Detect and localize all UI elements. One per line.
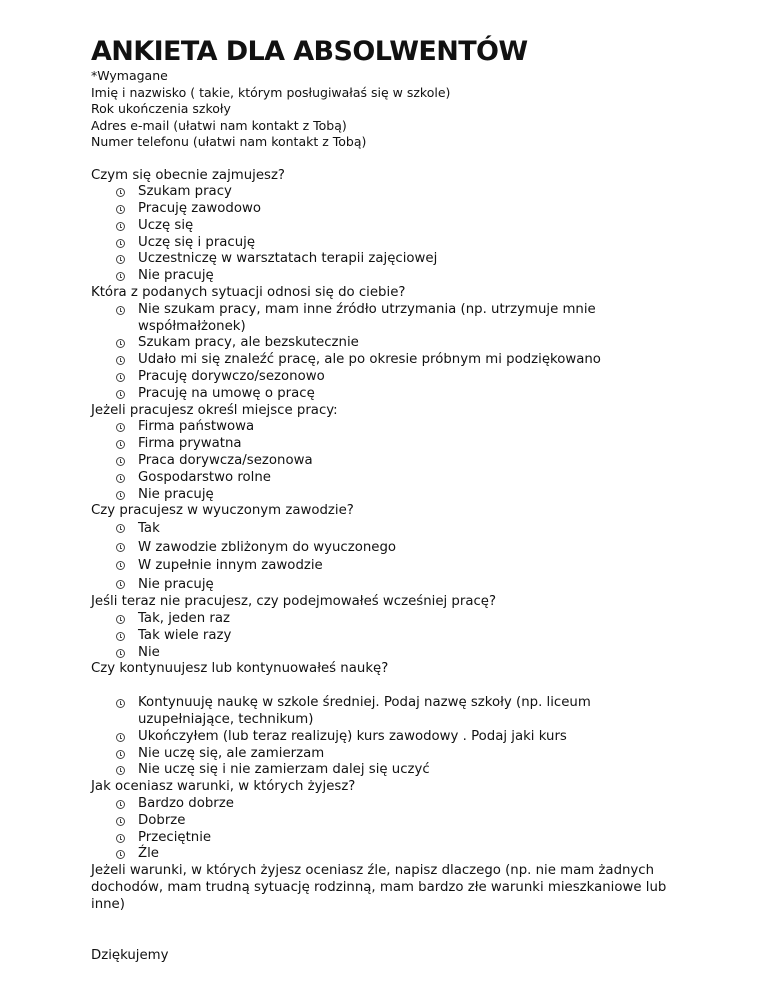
- option-label: Przeciętnie: [138, 829, 212, 845]
- radio-icon[interactable]: [116, 649, 125, 658]
- option-radio[interactable]: [91, 419, 691, 436]
- option-radio[interactable]: [91, 746, 691, 763]
- option-radio[interactable]: [91, 611, 691, 628]
- option-radio[interactable]: [91, 762, 691, 779]
- option-label: Gospodarstwo rolne: [138, 469, 271, 485]
- option-radio[interactable]: [91, 576, 691, 595]
- option-radio[interactable]: [91, 539, 691, 558]
- radio-icon[interactable]: [116, 817, 125, 826]
- radio-icon[interactable]: [116, 205, 125, 214]
- option-radio[interactable]: [91, 796, 691, 813]
- survey-page: [91, 36, 691, 963]
- radio-icon[interactable]: [116, 339, 125, 348]
- option-label: W zawodzie zbliżonym do wyuczonego: [138, 539, 397, 555]
- option-radio[interactable]: [91, 436, 691, 453]
- option-radio[interactable]: [91, 235, 691, 252]
- option-radio[interactable]: [91, 645, 691, 662]
- option-radio[interactable]: [91, 846, 691, 863]
- option-radio[interactable]: [91, 813, 691, 830]
- option-radio[interactable]: [91, 201, 691, 218]
- option-label: Pracuję dorywczo/sezonowo: [138, 369, 325, 385]
- option-label: Uczestniczę w warsztatach terapii zajęciowej: [138, 251, 438, 267]
- radio-icon[interactable]: [116, 733, 125, 742]
- option-radio[interactable]: [91, 695, 691, 729]
- option-label: Dobrze: [138, 812, 186, 828]
- radio-icon[interactable]: [116, 834, 125, 843]
- option-label: Nie uczę się i nie zamierzam dalej się uczyć: [138, 762, 430, 778]
- option-radio[interactable]: [91, 302, 691, 336]
- question-current-occupation: [91, 168, 691, 286]
- option-radio[interactable]: [91, 830, 691, 847]
- option-label: Uczę się i pracuję: [138, 234, 256, 250]
- field-email: Adres e-mail (ułatwi nam kontakt z Tobą): [91, 117, 347, 133]
- option-radio[interactable]: [91, 557, 691, 576]
- radio-icon[interactable]: [116, 440, 125, 449]
- question-title: Jeśli teraz nie pracujesz, czy podejmowałeś wcześniej pracę?: [91, 594, 497, 610]
- question-title: Która z podanych sytuacji odnosi się do ciebie?: [91, 285, 406, 301]
- option-label: W zupełnie innym zawodzie: [138, 558, 323, 574]
- option-radio[interactable]: [91, 335, 691, 352]
- question-title: Jeżeli pracujesz określ miejsce pracy:: [91, 402, 338, 418]
- radio-icon[interactable]: [116, 524, 125, 533]
- radio-icon[interactable]: [116, 239, 125, 248]
- option-label: Nie szukam pracy, mam inne źródło utrzymania (np. utrzymuje mnie współmałżonek): [138, 301, 596, 334]
- radio-icon[interactable]: [116, 423, 125, 432]
- question-workplace: [91, 403, 691, 504]
- option-label: Szukam pracy: [138, 184, 232, 200]
- option-label: Tak: [138, 521, 160, 537]
- option-radio[interactable]: [91, 268, 691, 285]
- option-label: Nie pracuję: [138, 486, 214, 502]
- radio-icon[interactable]: [116, 373, 125, 382]
- option-radio[interactable]: [91, 487, 691, 504]
- option-radio[interactable]: [91, 369, 691, 386]
- option-label: Nie pracuję: [138, 268, 214, 284]
- radio-icon[interactable]: [116, 561, 125, 570]
- radio-icon[interactable]: [116, 766, 125, 775]
- option-label: Firma prywatna: [138, 436, 242, 452]
- question-title: Czy pracujesz w wyuczonym zawodzie?: [91, 503, 354, 519]
- radio-icon[interactable]: [116, 222, 125, 231]
- radio-icon[interactable]: [116, 699, 125, 708]
- required-note: *Wymagane: [91, 68, 168, 83]
- option-radio[interactable]: [91, 218, 691, 235]
- question-title: Czy kontynuujesz lub kontynuowałeś naukę?: [91, 661, 389, 677]
- question-title: Czym się obecnie zajmujesz?: [91, 167, 285, 183]
- option-label: Tak, jeden raz: [138, 611, 230, 627]
- option-radio[interactable]: [91, 386, 691, 403]
- survey-title: ANKIETA DLA ABSOLWENTÓW: [91, 36, 528, 67]
- option-label: Bardzo dobrze: [138, 796, 234, 811]
- option-label: Pracuję zawodowo: [138, 201, 261, 217]
- option-label: Nie: [138, 644, 160, 660]
- option-radio[interactable]: [91, 729, 691, 746]
- option-radio[interactable]: [91, 184, 691, 201]
- option-radio[interactable]: [91, 453, 691, 470]
- radio-icon[interactable]: [116, 390, 125, 399]
- radio-icon[interactable]: [116, 188, 125, 197]
- radio-icon[interactable]: [116, 543, 125, 552]
- question-trained-profession: [91, 503, 691, 594]
- question-previous-work: [91, 594, 691, 661]
- option-label: Firma państwowa: [138, 419, 255, 435]
- option-radio[interactable]: [91, 628, 691, 645]
- option-label: Tak wiele razy: [138, 627, 232, 643]
- radio-icon[interactable]: [116, 750, 125, 759]
- question-situation: [91, 285, 691, 403]
- option-label: Uczę się: [138, 217, 194, 233]
- radio-icon[interactable]: [116, 356, 125, 365]
- radio-icon[interactable]: [116, 800, 125, 809]
- option-radio[interactable]: [91, 251, 691, 268]
- radio-icon[interactable]: [116, 255, 125, 264]
- radio-icon[interactable]: [116, 632, 125, 641]
- radio-icon[interactable]: [116, 272, 125, 281]
- radio-icon[interactable]: [116, 615, 125, 624]
- field-graduation-year: Rok ukończenia szkoły: [91, 101, 231, 116]
- question-title: Jak oceniasz warunki, w których żyjesz?: [91, 779, 356, 795]
- option-label: Nie uczę się, ale zamierzam: [138, 745, 325, 761]
- radio-icon[interactable]: [116, 457, 125, 466]
- option-label: Pracuję na umowę o pracę: [138, 385, 315, 401]
- option-label: Praca dorywcza/sezonowa: [138, 453, 313, 469]
- survey-meta: [91, 68, 691, 151]
- radio-icon[interactable]: [116, 580, 125, 589]
- radio-icon[interactable]: [116, 474, 125, 483]
- field-name: Imię i nazwisko ( takie, którym posługiwałaś się w szkole): [91, 84, 451, 100]
- thanks-text: Dziękujemy: [91, 947, 169, 963]
- question-poor-conditions-reason: Jeżeli warunki, w których żyjesz oceniasz źle, napisz dlaczego (np. nie mam żadnych dochodów, mam trudną sytuację rodzinną, mam bardzo złe warunki mieszkaniowe lub inne): [91, 863, 667, 912]
- radio-icon[interactable]: [116, 850, 125, 859]
- option-label: Kontynuuję naukę w szkole średniej. Podaj nazwę szkoły (np. liceum uzupełniające, technikum): [138, 695, 591, 728]
- option-label: Źle: [138, 846, 159, 862]
- option-label: Nie pracuję: [138, 576, 214, 592]
- radio-icon[interactable]: [116, 491, 125, 500]
- question-education: [91, 661, 691, 779]
- radio-icon[interactable]: [116, 306, 125, 315]
- option-radio[interactable]: [91, 520, 691, 539]
- option-radio[interactable]: [91, 470, 691, 487]
- option-label: Udało mi się znaleźć pracę, ale po okresie próbnym mi podziękowano: [138, 352, 601, 368]
- option-radio[interactable]: [91, 352, 691, 369]
- option-label: Ukończyłem (lub teraz realizuję) kurs zawodowy . Podaj jaki kurs: [138, 728, 567, 744]
- option-label: Szukam pracy, ale bezskutecznie: [138, 335, 359, 351]
- field-phone: Numer telefonu (ułatwi nam kontakt z Tobą): [91, 134, 367, 149]
- question-living-conditions: [91, 779, 691, 863]
